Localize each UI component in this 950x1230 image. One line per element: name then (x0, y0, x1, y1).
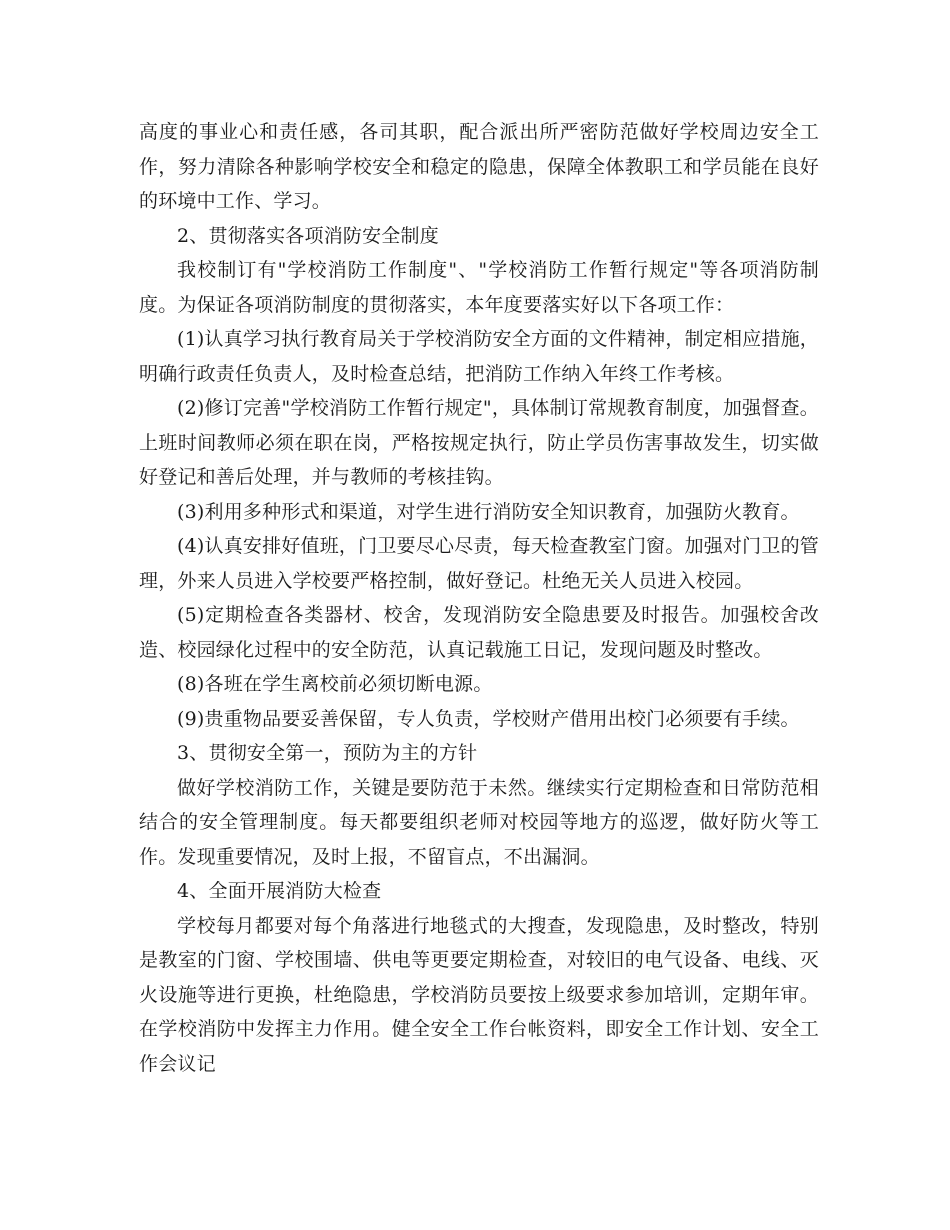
section-heading-2: 2、贯彻落实各项消防安全制度 (177, 224, 439, 247)
list-item-8: (8)各班在学生离校前必须切断电源。 (177, 673, 493, 695)
paragraph-1: 高度的事业心和责任感，各司其职，配合派出所严密防范做好学校周边安全工作，努力清除各种影响学校安全和稳定的隐患，保障全体教职工和学员能在良好的环境中工作、学习。 (139, 121, 819, 212)
paragraph-12: 做好学校消防工作，关键是要防范于未然。继续实行定期检查和日常防范相结合的安全管理制度。每天都要组织老师对校园等地方的巡逻，做好防火等工作。发现重要情况，及时上报，不留盲点，不出漏洞。 (139, 776, 819, 868)
list-item-5: (5)定期检查各类器材、校舍，发现消防安全隐患要及时报告。加强校舍改造、校园绿化过程中的安全防范，认真记载施工日记，发现问题及时整改。 (139, 604, 819, 661)
paragraph-3: 我校制订有"学校消防工作制度"、"学校消防工作暂行规定"等各项消防制度。为保证各项消防制度的贯彻落实，本年度要落实好以下各项工作： (139, 259, 819, 316)
list-item-9: (9)贵重物品要妥善保留，专人负责，学校财产借用出校门必须要有手续。 (177, 707, 800, 730)
section-heading-3: 3、贯彻安全第一，预防为主的方针 (177, 742, 478, 764)
list-item-2: (2)修订完善"学校消防工作暂行规定"，具体制订常规教育制度，加强督查。上班时间教师必须在职在岗，严格按规定执行，防止学员伤害事故发生，切实做好登记和善后处理，并与教师的考核挂钩。 (139, 397, 819, 488)
section-heading-4: 4、全面开展消防大检查 (177, 880, 382, 902)
document-body (139, 115, 819, 1081)
list-item-1: (1)认真学习执行教育局关于学校消防安全方面的文件精神，制定相应措施，明确行政责任负责人，及时检查总结，把消防工作纳入年终工作考核。 (139, 328, 819, 385)
list-item-4: (4)认真安排好值班，门卫要尽心尽责，每天检查教室门窗。加强对门卫的管理，外来人员进入学校要严格控制，做好登记。杜绝无关人员进入校园。 (139, 535, 819, 592)
list-item-3: (3)利用多种形式和渠道，对学生进行消防安全知识教育，加强防火教育。 (177, 500, 800, 523)
paragraph-14: 学校每月都要对每个角落进行地毯式的大搜查，发现隐患，及时整改，特别是教室的门窗、学校围墙、供电等更要定期检查，对较旧的电气设备、电线、灭火设施等进行更换，杜绝隐患，学校消防员要按上级要求参加培训，定期年审。在学校消防中发挥主力作用。健全安全工作台帐资料，即安全工作计划、安全工作会议记 (139, 914, 819, 1075)
